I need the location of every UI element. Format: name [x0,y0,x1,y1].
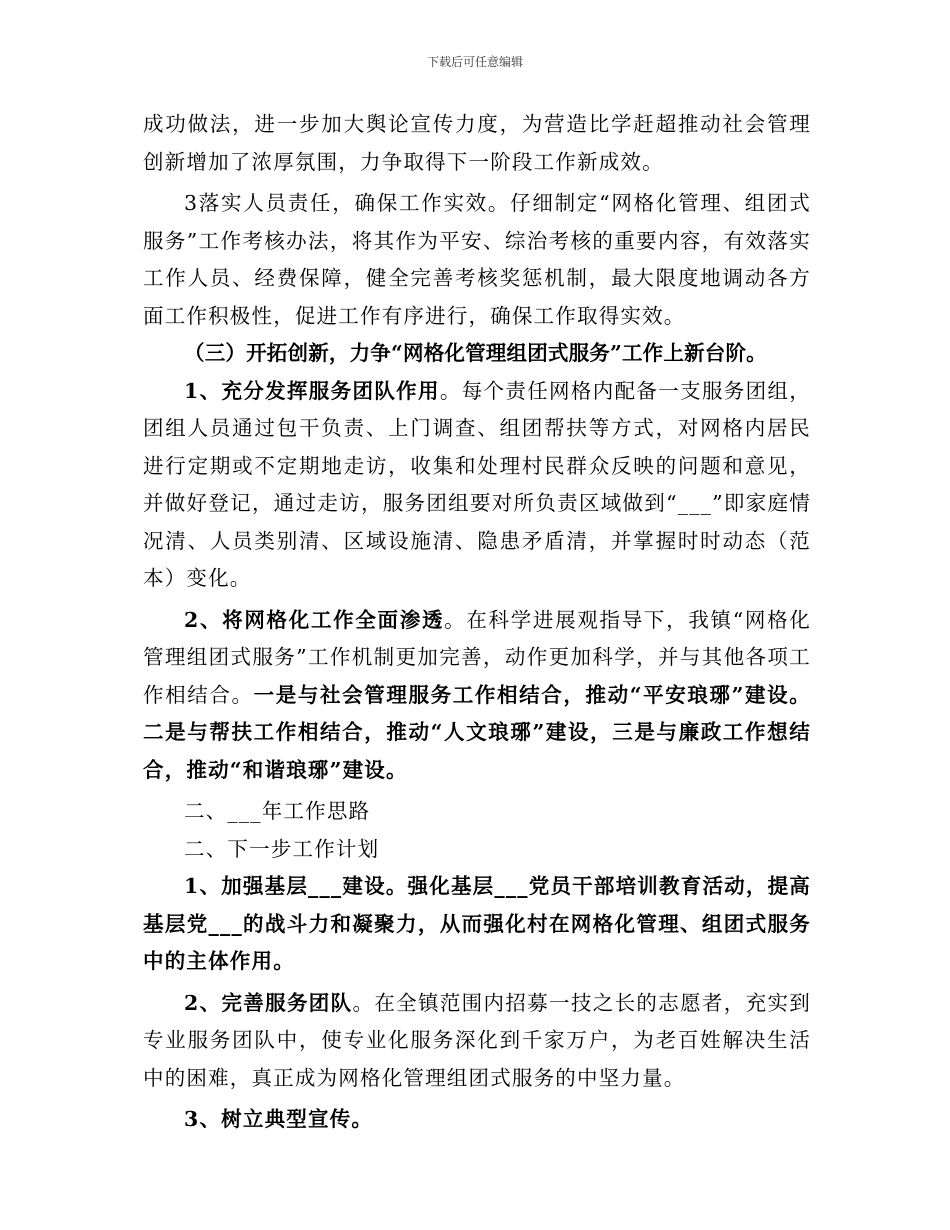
paragraph-9-text: 。在全镇范围内招募一技之长的志愿者，充实到专业服务团队中，使专业化服务深化到千家万户，为老百姓解决生活中的困难，真正成为网格化管理组团式服务的中坚力量。 [143,990,811,1090]
paragraph-8 [143,868,811,981]
paragraph-5-lead: 2、将网格化工作全面渗透 [184,607,445,632]
paragraph-1-text: 成功做法，进一步加大舆论宣传力度，为营造比学赶超推动社会管理创新增加了浓厚氛围，力争取得下一阶段工作新成效。 [143,112,811,174]
paragraph-9-lead: 2、完善服务团队 [184,990,353,1015]
heading-work-ideas-text: 二、___年工作思路 [184,799,371,823]
document-body [143,106,811,1139]
paragraph-10-text: 3、树立典型宣传。 [184,1107,374,1131]
section-heading-3 [143,335,811,373]
heading-work-ideas [143,793,811,831]
paragraph-5 [143,602,811,790]
paragraph-4-text: 。每个责任网格内配备一支服务团组，团组人员通过包干负责、上门调查、组团帮扶等方式，对网格内居民进行定期或不定期地走访，收集和处理村民群众反映的问题和意见，并做好登记，通过走访，服务团组要对所负责区域做到“___”即家庭情况清、人员类别清、区域设施清、隐患矛盾清，并掌握时时动态（范本）变化。 [143,378,811,590]
paragraph-10 [143,1101,811,1139]
paragraph-1 [143,106,811,181]
heading-next-plan [143,831,811,869]
paragraph-2-text: 3落实人员责任，确保工作实效。仔细制定“网格化管理、组团式服务”工作考核办法，将其作为平安、综治考核的重要内容，有效落实工作人员、经费保障，健全完善考核奖惩机制，最大限度地调动各方面工作积极性，促进工作有序进行，确保工作取得实效。 [143,191,811,328]
paragraph-9 [143,985,811,1098]
page-header: 下载后可任意编辑 [426,55,523,69]
paragraph-5-bold-tail: 一是与社会管理服务工作相结合，推动“平安琅琊”建设。二是与帮扶工作相结合，推动“人文琅琊”建设，三是与廉政工作想结合，推动“和谐琅琊”建设。 [143,682,811,782]
paragraph-8-text: 1、加强基层___建设。强化基层___党员干部培训教育活动，提高基层党___的战斗力和凝聚力，从而强化村在网格化管理、组团式服务中的主体作用。 [143,874,811,973]
paragraph-4-lead: 1、充分发挥服务团队作用 [184,378,440,403]
paragraph-5-text: 。在科学进展观指导下，我镇“网格化管理组团式服务”工作机制更加完善，动作更加科学，并与其他各项工作相结合。 [143,607,811,707]
section-heading-3-text: （三）开拓创新，力争“网格化管理组团式服务”工作上新台阶。 [184,341,767,365]
paragraph-4 [143,373,811,598]
paragraph-2 [143,185,811,335]
heading-next-plan-text: 二、下一步工作计划 [184,836,380,861]
